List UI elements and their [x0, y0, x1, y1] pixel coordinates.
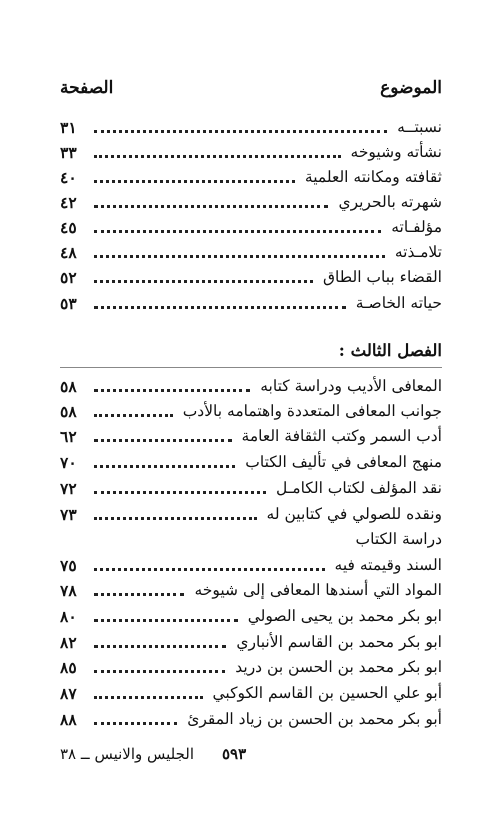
toc-entry-title: جوانب المعافى المتعددة واهتمامه بالأدب	[182, 402, 442, 420]
toc-entry-page: ٦٢	[60, 426, 77, 446]
toc-entry	[60, 240, 442, 264]
toc-entry	[60, 681, 442, 705]
toc-entry	[60, 140, 442, 164]
toc-entry-page: ٧٥	[60, 555, 77, 575]
dot-leader	[94, 414, 173, 417]
toc-entry-title: نقد المؤلف لكتاب الكامـل	[275, 479, 442, 497]
toc-entry-page: ٤٥	[60, 217, 77, 237]
toc-entry-title: نسبتــه	[397, 118, 442, 136]
dot-leader	[94, 645, 226, 648]
toc-entry-title: نشأته وشيوخه	[350, 143, 442, 161]
dot-leader	[94, 593, 184, 596]
toc-entry	[60, 165, 442, 189]
toc-entry	[60, 215, 442, 239]
toc-entry-page: ٨٢	[60, 632, 77, 652]
toc-entry-title: أدب السمر وكتب الثقافة العامة	[241, 427, 442, 445]
toc-entry-title: المعافى الأديب ودراسة كتابه	[260, 377, 442, 395]
toc-entry	[60, 604, 442, 628]
dot-leader	[94, 155, 341, 158]
toc-entry-page: ٧٨	[60, 580, 77, 600]
dot-leader	[94, 619, 238, 622]
toc-entry-page: ٣١	[60, 117, 77, 137]
toc-entry	[60, 707, 442, 731]
toc-entry-page: ٤٠	[60, 167, 77, 187]
toc-entry-title: ابو بكر محمد بن القاسم الأنباري	[236, 633, 442, 651]
toc-entry-title: ثقافته ومكانته العلمية	[304, 168, 442, 186]
toc-entry-page: ٧٢	[60, 478, 77, 498]
page-number: ٥٩٣	[222, 745, 247, 763]
dot-leader	[94, 722, 177, 725]
toc-entry-title: ابو بكر محمد بن الحسن بن دريد	[235, 658, 442, 676]
toc-entry-title: منهج المعافى في تأليف الكتاب	[245, 453, 442, 471]
toc-entry-page: ٥٨	[60, 376, 77, 396]
dot-leader	[94, 491, 266, 494]
dot-leader	[94, 439, 232, 442]
toc-entry-title: شهرته بالحريري	[338, 193, 442, 211]
toc-entry-title: السند وقيمته فيه	[334, 556, 442, 574]
toc-entry-page: ٣٣	[60, 142, 77, 162]
toc-entry-page: ٤٢	[60, 192, 77, 212]
toc-entry	[60, 476, 442, 500]
toc-entry	[60, 553, 442, 577]
toc-entry-title: دراسة الكتاب	[355, 530, 442, 548]
dot-leader	[94, 280, 313, 283]
divider	[60, 367, 442, 368]
topic-column-header: الموضوع	[380, 78, 442, 98]
toc-entry	[60, 374, 442, 398]
dot-leader	[94, 306, 346, 309]
toc-entry-title: القضاء بباب الطاق	[323, 268, 442, 286]
toc-entry	[60, 578, 442, 602]
toc-entry-page: ٨٨	[60, 709, 77, 729]
toc-entry-page: ٥٣	[60, 293, 77, 313]
toc-entry	[60, 630, 442, 654]
running-footer-title: الجليس والانيس ــ ٣٨	[60, 745, 195, 763]
toc-entry-page: ٨٠	[60, 606, 77, 626]
dot-leader	[94, 230, 381, 233]
toc-entry	[60, 450, 442, 474]
toc-entry-page: ٧٠	[60, 452, 77, 472]
toc-entry	[60, 291, 442, 315]
toc-entry	[60, 190, 442, 214]
toc-entry	[60, 265, 442, 289]
dot-leader	[94, 696, 203, 699]
toc-entry	[60, 424, 442, 448]
toc-entry-title: أبو علي الحسين بن القاسم الكوكبي	[212, 684, 442, 702]
toc-entry-title: تلامـذته	[394, 243, 442, 261]
toc-entry-page: ٧٣	[60, 504, 77, 524]
toc-entry-title: أبو بكر محمد بن الحسن بن زياد المقرئ	[187, 710, 442, 728]
chapter-heading: الفصل الثالث :	[338, 341, 442, 360]
toc-entry-page: ٥٢	[60, 267, 77, 287]
toc-entry-title: المواد التي أسندها المعافى إلى شيوخه	[194, 581, 442, 599]
dot-leader	[94, 180, 295, 183]
toc-entry-title: حياته الخاصـة	[355, 294, 442, 312]
dot-leader	[94, 670, 225, 673]
toc-entry-page: ٨٧	[60, 683, 77, 703]
toc-entry	[60, 399, 442, 423]
toc-entry-title: ابو بكر محمد بن يحيى الصولي	[247, 607, 442, 625]
toc-entry	[60, 115, 442, 139]
page-column-header: الصفحة	[60, 78, 114, 98]
dot-leader	[94, 389, 250, 392]
dot-leader	[94, 130, 387, 133]
toc-subheading	[60, 527, 442, 551]
dot-leader	[94, 205, 328, 208]
dot-leader	[94, 255, 385, 258]
dot-leader	[94, 517, 257, 520]
toc-entry-page: ٨٥	[60, 657, 77, 677]
dot-leader	[94, 465, 235, 468]
toc-entry-page: ٤٨	[60, 242, 77, 262]
toc-entry-title: ونقده للصولي في كتابين له	[266, 505, 442, 523]
toc-entry-title: مؤلفـاته	[391, 218, 442, 236]
toc-entry	[60, 502, 442, 526]
toc-entry	[60, 655, 442, 679]
dot-leader	[94, 568, 325, 571]
toc-entry-page: ٥٨	[60, 401, 77, 421]
